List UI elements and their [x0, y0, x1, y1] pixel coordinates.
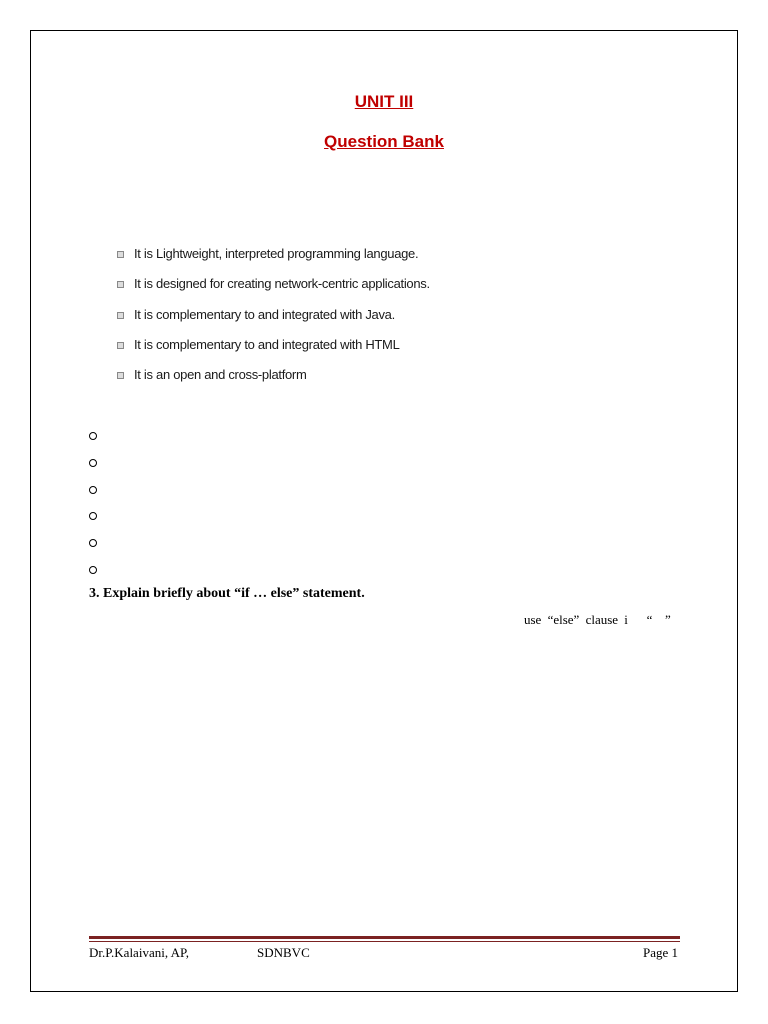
circle-bullet-icon — [89, 486, 97, 494]
square-bullet-icon — [117, 281, 124, 288]
list-item — [117, 246, 430, 276]
list-item-text: It is an open and cross-platform — [134, 367, 307, 383]
feature-list — [117, 246, 430, 397]
list-item-text: It is complementary to and integrated with HTML — [134, 336, 400, 352]
square-bullet-icon — [117, 312, 124, 319]
footer-page-number: Page 1 — [642, 945, 678, 960]
list-item — [117, 307, 430, 337]
page-border — [30, 30, 738, 992]
empty-list-item — [89, 535, 97, 562]
circle-bullet-icon — [89, 512, 97, 520]
square-bullet-icon — [117, 342, 124, 349]
circle-bullet-icon — [89, 539, 97, 547]
circle-bullet-icon — [89, 432, 97, 440]
footer-college: SDNBVC — [257, 945, 310, 960]
square-bullet-icon — [117, 251, 124, 258]
square-bullet-icon — [117, 372, 124, 379]
list-item — [117, 367, 430, 397]
empty-list-item — [89, 508, 97, 535]
empty-list-item — [89, 482, 97, 509]
circle-bullet-icon — [89, 566, 97, 574]
empty-bullet-list — [89, 428, 97, 589]
empty-list-item — [89, 562, 97, 589]
list-item — [117, 276, 430, 306]
list-item — [117, 337, 430, 367]
footer-rule-thin — [89, 941, 680, 942]
question-heading: 3. Explain briefly about “if … else” statement. — [89, 586, 365, 601]
list-item-text: It is Lightweight, interpreted programming language. — [134, 246, 419, 261]
empty-list-item — [89, 428, 97, 455]
list-item-text: It is complementary to and integrated with Java. — [134, 306, 395, 322]
footer-rule — [89, 936, 680, 939]
empty-list-item — [89, 455, 97, 482]
answer-fragment: use “else” clause i “ ” — [524, 612, 671, 627]
circle-bullet-icon — [89, 459, 97, 467]
unit-title: UNIT III — [354, 92, 414, 111]
list-item-text: It is designed for creating network-centric applications. — [134, 276, 430, 292]
question-bank-title: Question Bank — [324, 132, 444, 151]
footer-author: Dr.P.Kalaivani, AP, — [89, 945, 190, 960]
